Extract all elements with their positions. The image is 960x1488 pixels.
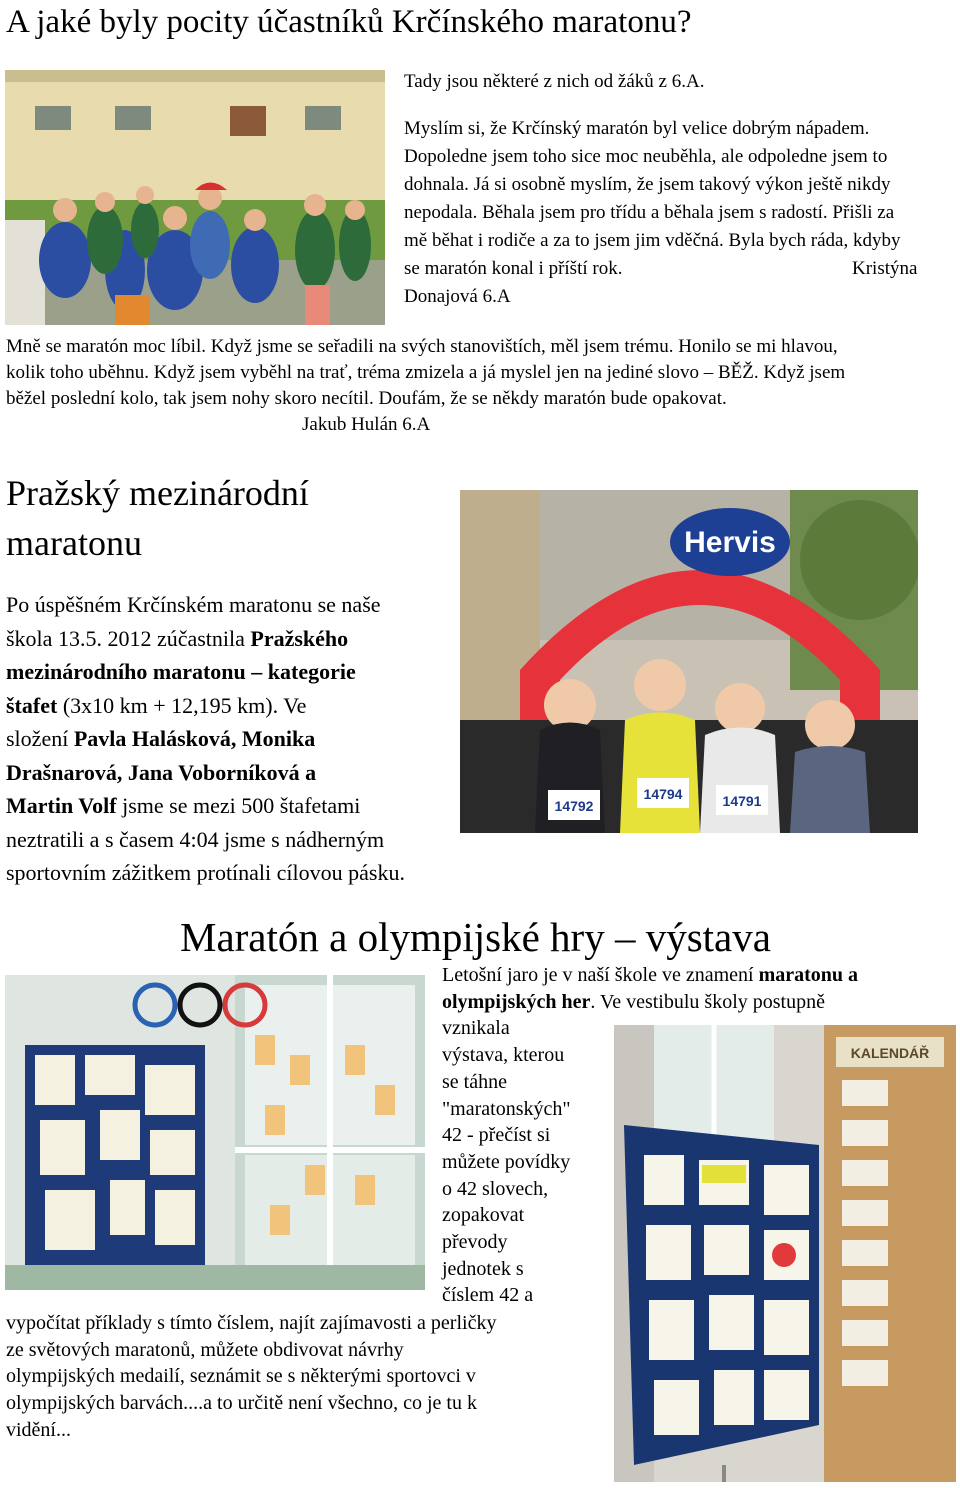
intro-text: Tady jsou některé z nich od žáků z 6.A. bbox=[404, 71, 705, 92]
text-run: Letošní jaro je v naší škole ve znamení bbox=[442, 964, 759, 986]
text-line: sportovním zážitkem protínali cílovou pásku. bbox=[6, 860, 405, 885]
text-line: olympijských medailí, seznámit se s některými sportovci v bbox=[6, 1365, 476, 1388]
text-line: převody bbox=[442, 1231, 508, 1254]
section-heading-olympics: Maratón a olympijské hry – výstava bbox=[180, 914, 771, 960]
quote-line: nepodala. Běhala jsem pro třídu a běhala jsem s radostí. Přišli za bbox=[404, 202, 895, 223]
text-line: vznikala bbox=[442, 1017, 510, 1040]
quote-line: Mně se maratón moc líbil. Když jsme se seřadili na svých stanovištích, měl jsem trému. Honilo se mi hlavou, bbox=[6, 336, 838, 357]
exhibition-text-bottom bbox=[6, 1310, 496, 1444]
text-line: 42 - přečíst si bbox=[442, 1124, 551, 1147]
text-line: ze světových maratonů, můžete obdivovat návrhy bbox=[6, 1338, 404, 1361]
photo-prague-marathon bbox=[460, 490, 918, 833]
text-line: se táhne bbox=[442, 1070, 507, 1093]
text-line bbox=[6, 689, 405, 723]
text-bold: Pražského bbox=[250, 625, 349, 651]
photo-school-runners bbox=[5, 70, 385, 325]
text-bold: Drašnarová, Jana Voborníková a bbox=[6, 759, 317, 785]
bib-number: 14791 bbox=[722, 793, 762, 809]
text-run: složení bbox=[6, 726, 74, 751]
page-title: A jaké byly pocity účastníků Krčínského maratonu? bbox=[6, 4, 692, 40]
quote-line: běžel poslední kolo, tak jsem nohy skoro necítil. Doufám, že se někdy maratón bude opakovat. bbox=[6, 388, 727, 409]
heading-line: Pražský mezinárodní bbox=[6, 473, 309, 513]
quote-line: Myslím si, že Krčínský maratón byl velice dobrým nápadem. bbox=[404, 118, 870, 139]
text-bold: štafet bbox=[6, 692, 58, 718]
signature-first: Kristýna bbox=[852, 258, 918, 279]
text-line bbox=[6, 722, 405, 756]
quote-line: Dopoledne jsem toho sice moc neuběhla, ale odpoledne jsem to bbox=[404, 146, 888, 167]
text-bold: mezinárodního maratonu – kategorie bbox=[6, 659, 356, 684]
text-line bbox=[6, 756, 405, 790]
board-label: KALENDÁŘ bbox=[850, 1045, 930, 1061]
text-line: výstava, kterou bbox=[442, 1044, 565, 1067]
text-run: (3x10 km + 12,195 km). Ve bbox=[57, 692, 307, 718]
text-run: . Ve vestibulu školy postupně bbox=[590, 990, 825, 1013]
text-line: Po úspěšném Krčínském maratonu se naše bbox=[6, 592, 381, 617]
text-bold: Pavla Halásková, Monika bbox=[73, 726, 316, 751]
text-bold: maratonu a bbox=[758, 964, 859, 986]
quote-line: mě běhat i rodiče a za to jsem jim vděčná. Byla bych ráda, kdyby bbox=[404, 230, 901, 251]
text-line: vidění... bbox=[6, 1418, 71, 1441]
text-line: "maratonských" bbox=[442, 1097, 571, 1120]
photo-exhibition-boards bbox=[614, 1025, 956, 1482]
text-line bbox=[442, 962, 858, 989]
bib-number: 14792 bbox=[554, 798, 594, 814]
text-line: vypočítat příklady s tímto číslem, najít zajímavosti a perličky bbox=[6, 1312, 497, 1334]
text-bold: Martin Volf bbox=[6, 793, 117, 818]
text-line bbox=[442, 989, 858, 1016]
kristyna-quote bbox=[404, 115, 918, 311]
bib-number: 14794 bbox=[643, 786, 683, 802]
arch-logo-text: Hervis bbox=[684, 526, 776, 559]
text-line: zopakovat bbox=[442, 1204, 525, 1227]
signature-last: Donajová 6.A bbox=[404, 286, 511, 307]
text-line: o 42 slovech, bbox=[442, 1177, 549, 1200]
text-line bbox=[6, 622, 405, 656]
text-line bbox=[6, 655, 405, 689]
photo-exhibition-window bbox=[5, 975, 425, 1290]
section-heading-praha bbox=[6, 468, 309, 568]
text-run: jsme se mezi 500 štafetami bbox=[116, 793, 361, 818]
text-line: jednotek s bbox=[442, 1257, 524, 1280]
signature: Jakub Hulán 6.A bbox=[302, 414, 431, 435]
jakub-quote bbox=[6, 334, 845, 438]
text-bold: olympijských her bbox=[442, 990, 591, 1013]
text-line: olympijských barvách....a to určitě není všechno, co je tu k bbox=[6, 1392, 477, 1415]
text-line bbox=[6, 789, 405, 823]
quote-line-text: se maratón konal i příští rok. bbox=[404, 258, 623, 279]
text-run: škola 13.5. 2012 zúčastnila bbox=[6, 625, 251, 651]
quote-line: kolik toho uběhnu. Když jsem vyběhl na trať, tréma zmizela a já myslel jen na jediné slovo – BĚŽ. Když jsem bbox=[6, 362, 846, 383]
text-line: můžete povídky bbox=[442, 1150, 571, 1173]
quote-line: dohnala. Já si osobně myslím, že jsem takový výkon ještě nikdy bbox=[404, 174, 891, 195]
text-line: neztratili a s časem 4:04 jsme s nádherným bbox=[6, 826, 385, 852]
praha-paragraph bbox=[6, 588, 405, 890]
text-line: číslem 42 a bbox=[442, 1284, 534, 1307]
quote-line bbox=[404, 255, 918, 283]
heading-line: maratonu bbox=[6, 523, 142, 563]
